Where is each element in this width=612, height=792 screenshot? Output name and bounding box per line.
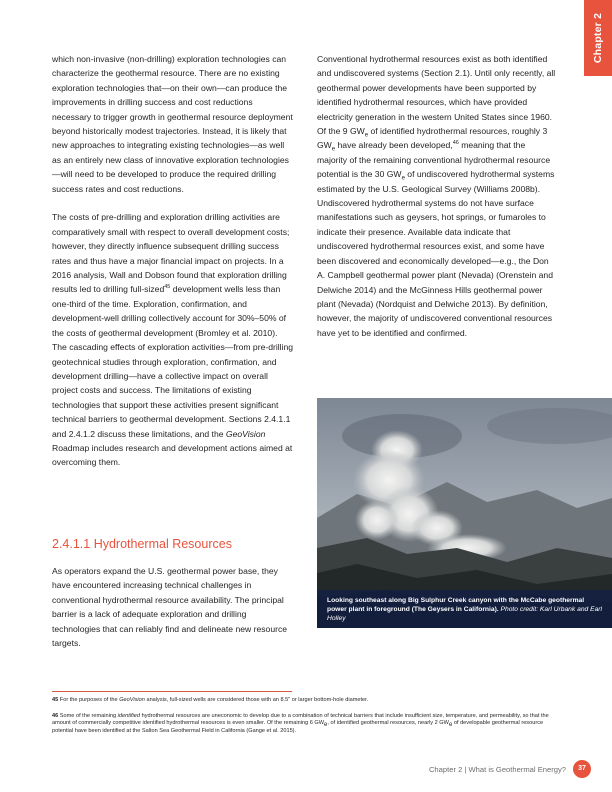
right-paragraph-1: Conventional hydrothermal resources exist as both identified and undiscovered systems (Section 2.1). Until only recently, all geothermal power developments have been supported by identified hydrothermal resources, which have provided electricity generation in the western United States since 1960. Of the 9 $GW_e$ of identified hydrothermal resources, roughly 3 $GW_e$ have already been developed,$^{46}$ meaning that the majority of the remaining conventional hydrothermal resource potential is the 30 $GW_e$ of undiscovered hydrothermal systems estimated by the U.S. Geological Survey (Williams 2008b). Undiscovered hydrothermal systems do not have surface manifestations such as geysers, hot springs, or fumaroles to indicate their presence. Available data indicate that undiscovered hydrothermal resources exist, and some have been discovered and economically developed—e.g., the Don A. Campbell geothermal power plant (Nevada) (Orenstein and Delwiche 2014) and the McGinness Hills geothermal power plant (Nevada) (Nordquist and Delwiche 2013). By definition, however, the majority of undiscovered conventional resources have yet to be identified and confirmed. bbox=[317, 54, 556, 338]
left-paragraph-3: As operators expand the U.S. geothermal power base, they have encountered increasing technical challenges in conventional hydrothermal resource availability. The principal barrier is a lack of adequate exploration and drilling technologies that can reliably find and delineate new resource targets. bbox=[52, 566, 288, 649]
left-column-after-heading bbox=[52, 564, 294, 650]
section-heading: 2.4.1.1 Hydrothermal Resources bbox=[52, 537, 232, 551]
geysers-photo bbox=[317, 398, 612, 628]
right-column bbox=[317, 52, 557, 340]
footnote-ref-46[interactable]: 46 bbox=[452, 140, 459, 147]
footnote-divider bbox=[52, 691, 292, 692]
left-column bbox=[52, 52, 294, 470]
footer-chapter-title: Chapter 2 | What is Geothermal Energy? bbox=[428, 765, 566, 774]
left-paragraph-2: The costs of pre-drilling and exploration drilling activities are comparatively small with respect to overall development costs; however, they directly influence subsequent drilling success rates and thus have a major financial impact on projects. In a 2016 analysis, Wall and Dobson found that exploration drilling results led to drilling full-sized$^{45}$ development wells less than one-third of the time. Exploration, confirmation, and development-well drilling collectively account for 30%–50% of the costs of geothermal development (Bromley et al. 2010). The cascading effects of exploration activities—from pre-drilling geotechnical studies through exploration, confirmation, and development drilling—have a collective impact on overall project costs and success. The limitations of existing technologies that support these activities present significant technical barriers to geothermal development. Sections 2.4.1.1 and 2.4.1.2 discuss these limitations, and the GeoVision Roadmap includes research and development actions aimed at overcoming them. bbox=[52, 212, 294, 468]
chapter-tab bbox=[584, 0, 612, 76]
chapter-tab-label: Chapter 2 bbox=[592, 12, 604, 64]
footnote-ref-45[interactable]: 45 bbox=[164, 284, 171, 291]
photo-caption: Looking southeast along Big Sulphur Creek canyon with the McCabe geothermal power plant in foreground (The Geysers in California). Photo credit: Karl Urbank and Earl Holley bbox=[317, 590, 612, 628]
left-paragraph-1: which non-invasive (non-drilling) exploration technologies can characterize the geothermal resource. There are no existing exploration technologies that—on their own—can produce the improvements in drilling success and cost reductions necessary to trigger growth in geothermal resource deployment beyond historically modest trajectories. Instead, it is likely that new approaches to integrating existing technologies—as well as an entirely new class of innovative exploration technologies—will need to be developed to produce the required drilling success rates and cost reductions. bbox=[52, 54, 293, 194]
footnote-46: 46 Some of the remaining identified hydrothermal resources are uneconomic to develop due to a combination of technical barriers that include insufficient size, temperature, and permeability, so that the amount of commercially competitive identified hydrothermal resources is even smaller. Of the remaining 6 GWe, of identified geothermal resources, nearly 2 GWe of developable geothermal resource potential have been identified at the Salton Sea Geothermal Field in California (Gange et al. 2015). bbox=[52, 713, 549, 734]
footnote-45: 45 For the purposes of the GeoVision analysis, full-sized wells are considered those with an 8.5" or larger bottom-hole diameter. bbox=[52, 697, 369, 703]
page-number-badge: 37 bbox=[573, 760, 591, 778]
